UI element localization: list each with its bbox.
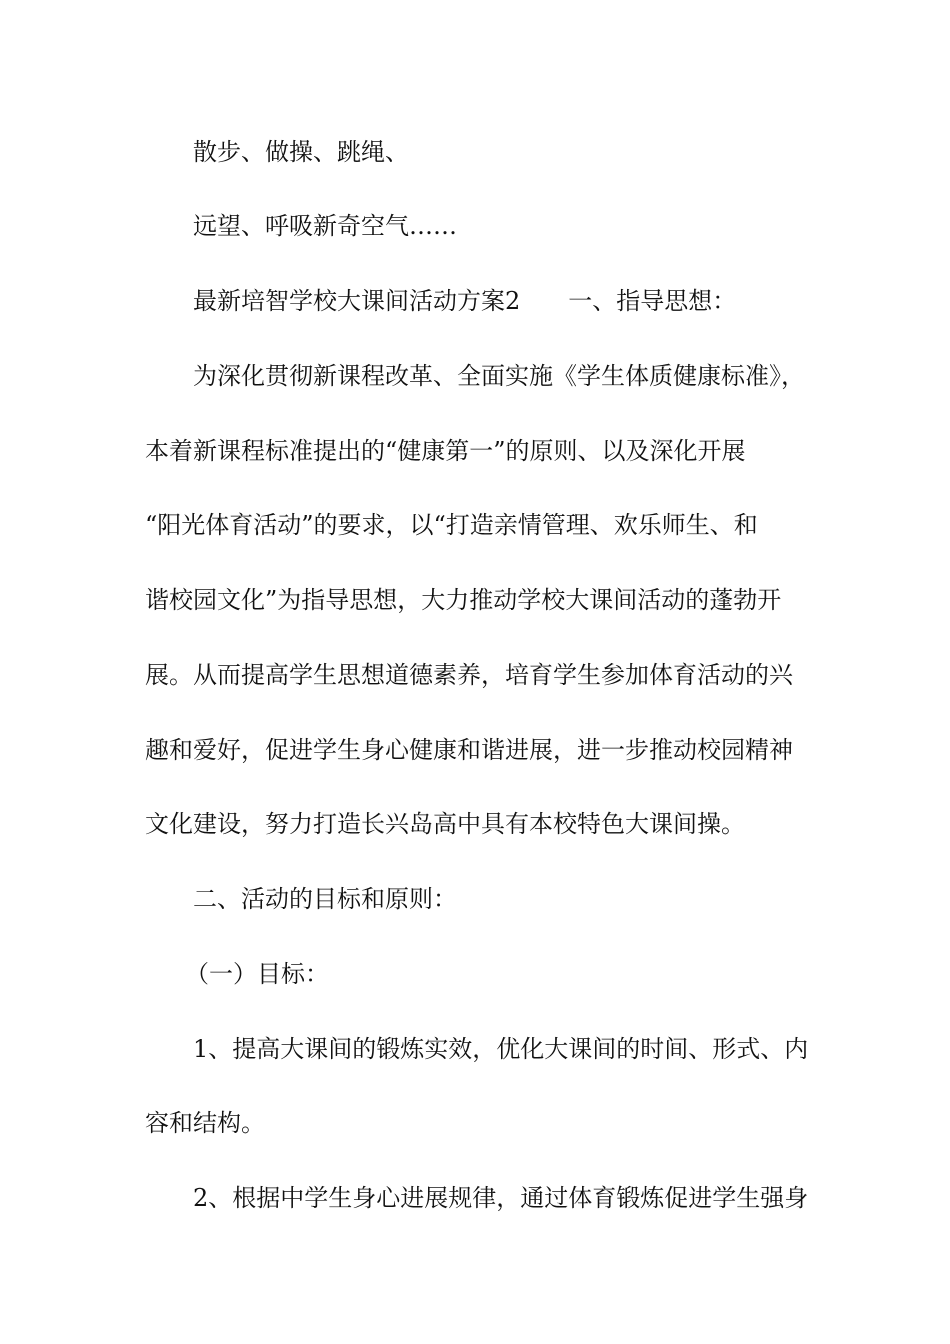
paragraph-line: 文化建设，努力打造长兴岛高中具有本校特色大课间操。 [145,810,745,838]
list-item-line: 2、根据中学生身心进展规律，通过体育锻炼促进学生强身 [193,1184,809,1212]
paragraph-line: “阳光体育活动”的要求，以“打造亲情管理、欢乐师生、和 [145,511,758,539]
section-heading-line: 最新培智学校大课间活动方案2 一、指导思想： [193,287,737,315]
section-heading-line: 二、活动的目标和原则： [193,885,457,913]
paragraph-line: 谐校园文化”为指导思想，大力推动学校大课间活动的蓬勃开 [145,586,782,614]
paragraph-line: 展。从而提高学生思想道德素养，培育学生参加体育活动的兴 [145,661,793,689]
paragraph-line: 为深化贯彻新课程改革、全面实施《学生体质健康标准》， [193,362,805,390]
list-item-line: 1、提高大课间的锻炼实效，优化大课间的时间、形式、内 [193,1035,809,1063]
list-item-line: 容和结构。 [145,1109,265,1137]
paragraph-line: 趣和爱好，促进学生身心健康和谐进展，进一步推动校园精神 [145,736,793,764]
paragraph-line: 本着新课程标准提出的“健康第一”的原则、以及深化开展 [145,437,746,465]
text-line: 散步、做操、跳绳、 [193,138,409,166]
subsection-heading-line: （一）目标： [185,960,329,988]
text-line: 远望、呼吸新奇空气…… [193,212,457,240]
